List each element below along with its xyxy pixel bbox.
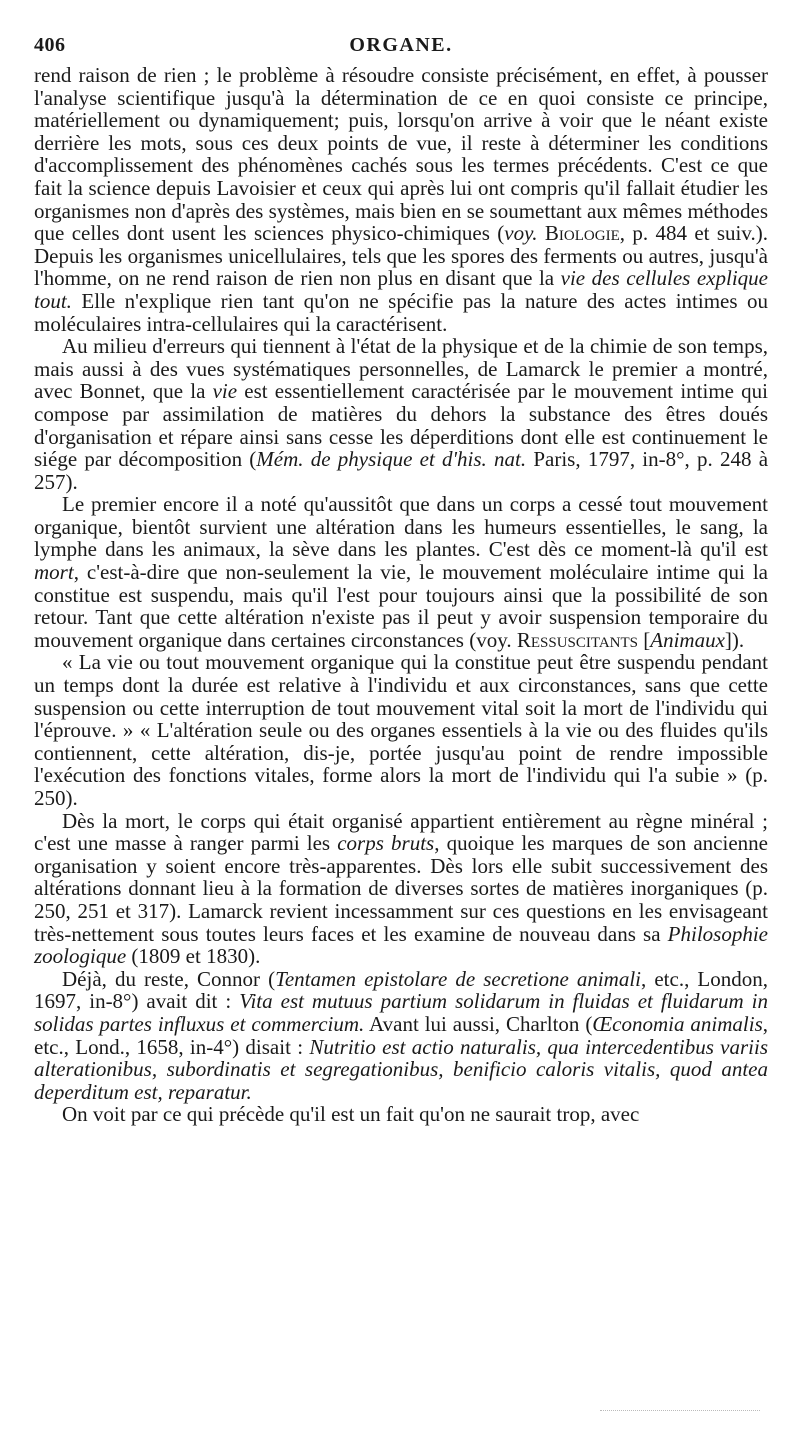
text-run: (1809 et 1830). [126,944,261,969]
italic-text: Tentamen epistolare de secretione animali [275,966,642,991]
italic-text: mort [34,560,74,585]
text-run: Le premier encore il a noté qu'aussitôt que dans un corps a cessé tout mouvement organique, bientôt survient une altération dans les humeurs essentielles, le sang, la lymphe dans les animaux, la sève dans les plantes. C'est dès ce moment-là qu'il est [34,492,768,562]
text-run [538,221,545,245]
text-run: Au milieu d'erreurs qui tiennent à l'état de la physique et de la chimie de son temps, mais aussi à des vues systématiques personnelles, de Lamarck le premier a montré, avec Bonnet, que la [34,334,768,404]
paragraph [34,64,768,335]
text-run: rend raison de rien ; le problème à résoudre consiste précisément, en effet, à pousser l'analyse scientifique jusqu'à la détermination de ce en quoi consiste ce principe, matériellement ou dynamiquement; puis, lorsqu'on arrive à voir que le néant existe derrière les mots, sous ces deux points de vue, il reste à déterminer les conditions d'accomplissement des phénomènes cachés sous les termes précédents. C'est ce que fait la science depuis Lavoisier et ceux qui après lui ont compris qu'il fallait étudier les organismes non d'après des systèmes, mais bien en se soumettant aux mêmes méthodes que celles dont usent les sciences physico-chimiques ( [34,63,768,246]
italic-text: Mém. de physique et d'his. nat. [256,447,527,472]
italic-text: Vita est mutuus partium solidarum in fluidas et fluidarum in solidas partes influxus et commercium. [34,989,768,1036]
text-run: Déjà, du reste, Connor ( [62,966,276,991]
italic-text: vie [212,379,238,404]
italic-text: corps bruts [337,831,435,856]
page-number: 406 [34,34,66,56]
footer-rule [600,1410,760,1411]
text-run: , etc., Lond., 1658, in-4°) disait : [34,1011,768,1059]
text-run: On voit par ce qui précède qu'il est un fait qu'on ne saurait trop, avec [62,1102,640,1127]
text-run: Avant lui aussi, Charlton ( [364,1011,593,1036]
italic-text: Animaux [650,627,725,652]
paragraph [34,493,768,651]
body-text [34,64,768,1126]
paragraph [34,335,768,493]
text-run: Elle n'explique rien tant qu'on ne spécifie pas la nature des actes intimes ou moléculaires intra-cellulaires qui la caractérisent. [34,288,768,336]
italic-text: voy. [504,221,538,246]
text-run: , p. 484 et suiv.). Depuis les organismes unicellulaires, tels que les spores des ferments ou autres, jusqu'à l'homme, on ne rend raison de rien non plus en disant que la [34,221,768,291]
text-run: , c'est-à-dire que non-seulement la vie, le mouvement moléculaire intime qui la constitue est suspendu, mais qu'il l'est pour toujours ainsi que la possibilité de son retour. Tant que cette altération n'existe pas il peut y avoir suspension temporaire du mouvement organique dans certaines circonstances (voy. [34,560,768,652]
paragraph [34,968,768,1104]
text-run: est essentiellement caractérisée par le mouvement intime qui compose par assimilation de matières du dehors la substance des êtres doués d'organisation et répare ainsi sans cesse les déperditions dont elle est continuement le siége par décomposition ( [34,379,769,472]
text-run: « La vie ou tout mouvement organique qui la constitue peut être suspendu pendant un temps dont la durée est relative à l'individu et aux circonstances, sans que cette suspension ou cette interruption de tout mouvement vital soit la mort de l'individu qui l'éprouve. » « L'altération seule ou des organes essentiels à la vie ou des fluides qu'ils contiennent, cette altération, dis-je, portée jusqu'au point de rendre impossible l'exécution des fonctions vitales, forme alors la mort de l'individu qui l'a subie » (p. 250). [34,650,768,810]
paragraph [34,1103,768,1126]
small-caps-text: Biologie [544,221,620,246]
small-caps-text: Ressuscitants [516,627,639,652]
text-run: Paris, 1797, in-8°, p. 248 à 257). [34,447,769,494]
paragraph [34,651,768,809]
italic-text: vie des cellules explique tout. [34,266,768,313]
italic-text: Nutritio est actio naturalis, qua intercedentibus variis alterationibus, subordinatis et segregationibus, benificio caloris vitalis, quod antea deperditum est, reparatur. [34,1034,768,1104]
text-run: Dès la mort, le corps qui était organisé appartient entièrement au règne minéral ; c'est une masse à ranger parmi les [34,808,768,856]
book-page [34,30,768,1126]
italic-text: Œconomia animalis [592,1011,763,1036]
text-run: , etc., London, 1697, in-8°) avait dit : [34,966,768,1014]
text-run: ]). [724,627,745,652]
running-title: ORGANE. [349,34,453,56]
text-run: [ [638,627,651,652]
italic-text: Philosophie zoologique [34,921,768,969]
paragraph [34,810,768,968]
text-run: , quoique les marques de son ancienne organisation y soient encore très-apparentes. Dès lors elle subit successivement des altérations donnant lieu à la formation de diverses sortes de matières inorganiques (p. 250, 251 et 317). Lamarck revient incessamment sur ces questions en les envisageant très-nettement sous toutes leurs faces et les examine de nouveau dans sa [34,831,768,946]
running-header [34,30,768,64]
